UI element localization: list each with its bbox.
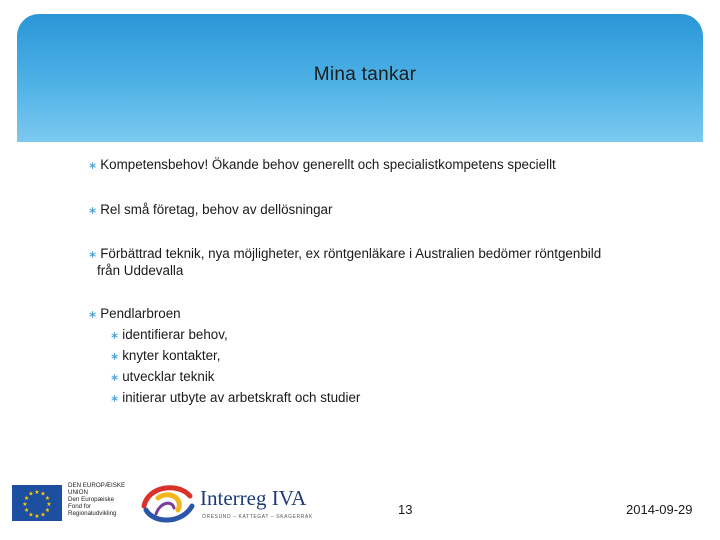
bullet-marker-icon: ∗ xyxy=(110,393,120,405)
bullet-marker-icon: ∗ xyxy=(110,330,120,342)
sub-bullet-item xyxy=(110,327,228,344)
slide-title: Mina tankar xyxy=(313,64,417,85)
bullet-marker-icon: ∗ xyxy=(110,351,120,363)
svg-text:★: ★ xyxy=(28,490,34,498)
svg-text:★: ★ xyxy=(34,513,40,520)
svg-text:★: ★ xyxy=(46,501,52,508)
bullet-text-continuation: från Uddevalla xyxy=(97,263,184,278)
svg-text:★: ★ xyxy=(40,511,46,519)
sub-bullet-item xyxy=(110,348,220,365)
bullet-item xyxy=(88,202,332,219)
svg-text:★: ★ xyxy=(23,507,30,514)
bullet-marker-icon: ∗ xyxy=(88,160,98,172)
bullet-text: Pendlarbroen xyxy=(100,306,181,321)
bullet-marker-icon: ∗ xyxy=(88,249,98,261)
svg-text:★: ★ xyxy=(28,511,34,519)
bullet-marker-icon: ∗ xyxy=(88,205,98,217)
bullet-text: Förbättrad teknik, nya möjligheter, ex röntgenläkare i Australien bedömer röntgenbild xyxy=(100,246,602,261)
eu-logo xyxy=(12,482,126,524)
sub-bullet-text: utvecklar teknik xyxy=(122,369,215,384)
bullet-text: Rel små företag, behov av dellösningar xyxy=(100,202,333,217)
sub-bullet-text: knyter kontakter, xyxy=(122,348,221,363)
bullet-item xyxy=(88,246,601,279)
sub-bullet-item xyxy=(110,390,360,407)
interreg-name: Interreg IVA xyxy=(200,486,307,510)
svg-text:★: ★ xyxy=(44,507,51,514)
bullet-item xyxy=(88,306,181,323)
eu-logo-text: DEN EUROPÆISKE UNION Den Europæiske Fond for Regionaludvikling xyxy=(68,482,126,517)
eu-flag-icon xyxy=(12,485,62,521)
bullet-text: Kompetensbehov! Ökande behov generellt och specialistkompetens speciellt xyxy=(100,157,556,172)
sub-bullet-item xyxy=(110,369,215,386)
sub-bullet-text: identifierar behov, xyxy=(122,327,228,342)
interreg-swirl-icon xyxy=(138,480,198,526)
page-number: 13 xyxy=(398,502,413,517)
interreg-region: ÖRESUND – KATTEGAT – SKAGERRAK xyxy=(202,514,313,520)
svg-text:★: ★ xyxy=(22,501,28,508)
svg-text:★: ★ xyxy=(34,489,40,496)
svg-text:★: ★ xyxy=(40,490,46,498)
sub-bullet-text: initierar utbyte av arbetskraft och studier xyxy=(122,390,361,405)
svg-text:★: ★ xyxy=(44,495,51,502)
bullet-marker-icon: ∗ xyxy=(110,372,120,384)
interreg-logo xyxy=(138,480,313,526)
slide-date: 2014-09-29 xyxy=(626,502,693,517)
bullet-item xyxy=(88,157,556,174)
bullet-marker-icon: ∗ xyxy=(88,309,98,321)
svg-text:★: ★ xyxy=(23,495,30,502)
